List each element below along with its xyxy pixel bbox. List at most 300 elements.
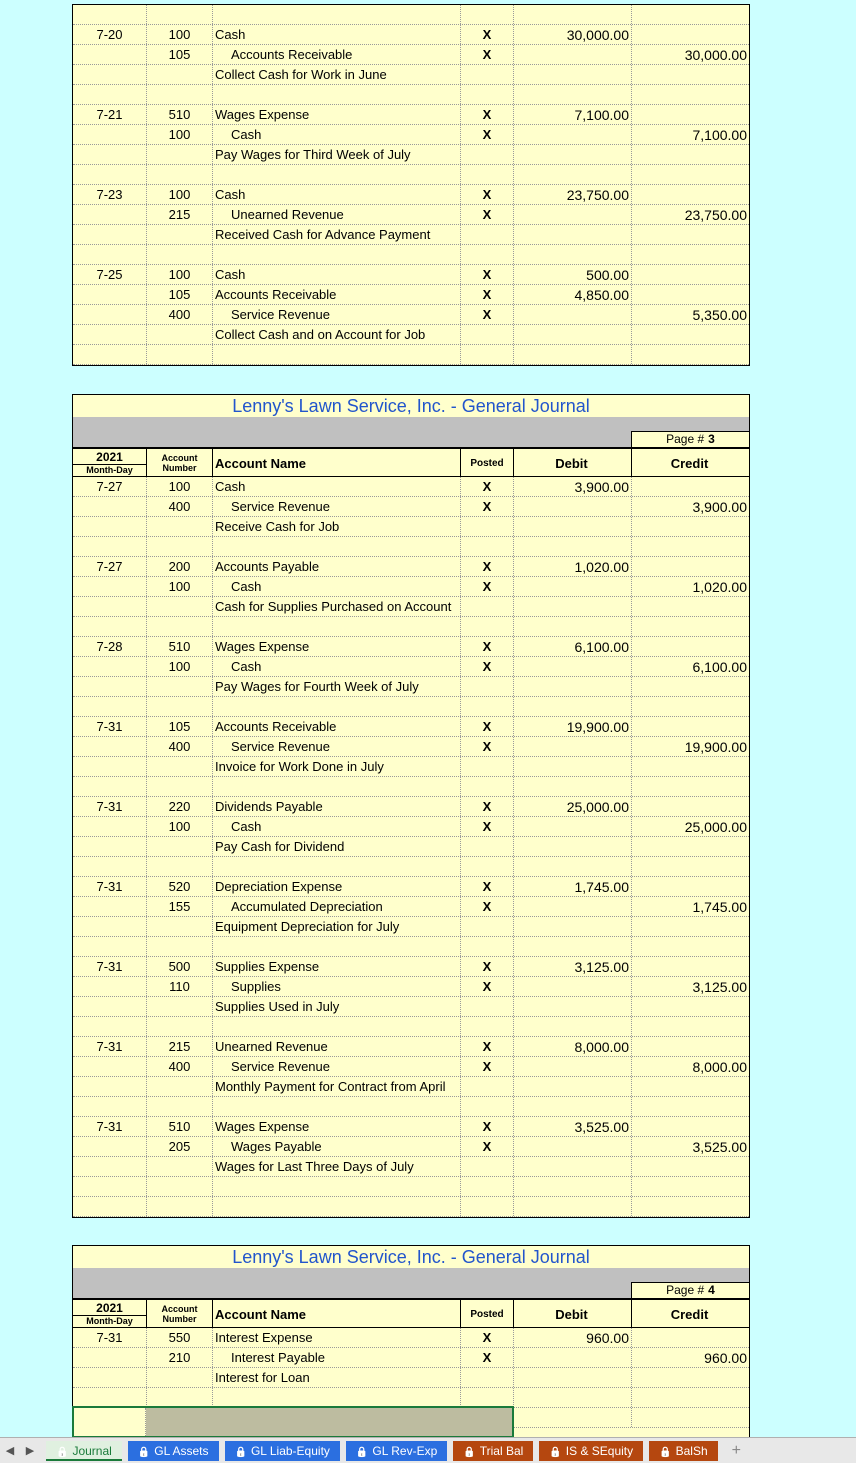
account-name-cell[interactable] [213,1408,461,1427]
posted-cell[interactable] [461,757,514,776]
date-cell[interactable] [73,345,147,364]
account-number-cell[interactable]: 100 [147,477,213,496]
account-name-cell[interactable]: Supplies Expense [213,957,461,976]
debit-cell[interactable] [514,1177,632,1196]
debit-cell[interactable] [514,1348,632,1367]
posted-cell[interactable] [461,617,514,636]
account-number-cell[interactable]: 105 [147,717,213,736]
account-number-cell[interactable] [147,917,213,936]
account-name-cell[interactable] [213,617,461,636]
account-number-cell[interactable]: 100 [147,817,213,836]
account-number-cell[interactable] [147,1388,213,1407]
debit-cell[interactable]: 3,125.00 [514,957,632,976]
account-number-cell[interactable]: 110 [147,977,213,996]
debit-cell[interactable]: 4,850.00 [514,285,632,304]
debit-cell[interactable]: 1,020.00 [514,557,632,576]
account-name-cell[interactable]: Accounts Receivable [213,285,461,304]
credit-cell[interactable]: 30,000.00 [684,47,747,63]
credit-cell[interactable] [632,857,749,876]
date-cell[interactable]: 7-27 [73,557,147,576]
credit-cell[interactable] [632,265,749,284]
debit-cell[interactable] [514,345,632,364]
credit-cell[interactable] [632,697,749,716]
debit-cell[interactable]: 6,100.00 [514,637,632,656]
date-cell[interactable] [73,65,147,84]
posted-cell[interactable] [461,937,514,956]
posted-cell[interactable] [461,1388,514,1407]
date-cell[interactable] [73,537,147,556]
date-cell[interactable] [73,697,147,716]
posted-cell[interactable]: X [461,897,514,916]
debit-cell[interactable] [514,777,632,796]
credit-cell[interactable]: 7,100.00 [692,127,747,143]
credit-cell[interactable] [632,1177,749,1196]
debit-cell[interactable] [514,497,632,516]
account-name-cell[interactable]: Cash [213,125,461,144]
debit-cell[interactable]: 25,000.00 [514,797,632,816]
account-number-cell[interactable] [147,1368,213,1387]
posted-cell[interactable]: X [461,497,514,516]
account-name-cell[interactable]: Cash [213,185,461,204]
account-number-cell[interactable] [147,617,213,636]
account-name-cell[interactable] [213,1388,461,1407]
sheet-tab-journal[interactable] [46,1441,122,1461]
account-number-cell[interactable] [147,65,213,84]
debit-cell[interactable]: 960.00 [514,1328,632,1347]
debit-cell[interactable] [514,245,632,264]
next-sheet-icon[interactable]: ▶ [25,1445,35,1457]
credit-cell[interactable] [632,917,749,936]
date-cell[interactable] [73,897,147,916]
date-cell[interactable] [73,757,147,776]
credit-cell[interactable] [632,557,749,576]
account-number-cell[interactable] [147,777,213,796]
account-number-cell[interactable] [147,225,213,244]
account-name-cell[interactable]: Accounts Receivable [213,717,461,736]
posted-cell[interactable]: X [461,657,514,676]
debit-cell[interactable] [514,517,632,536]
debit-cell[interactable] [514,937,632,956]
account-name-cell[interactable] [213,537,461,556]
credit-cell[interactable] [632,537,749,556]
account-name-cell[interactable] [213,697,461,716]
credit-cell[interactable] [632,877,749,896]
account-name-cell[interactable] [213,245,461,264]
date-cell[interactable] [73,617,147,636]
debit-cell[interactable] [514,1197,632,1216]
credit-cell[interactable] [632,85,749,104]
credit-cell[interactable] [632,25,749,44]
credit-cell[interactable] [632,325,749,344]
posted-cell[interactable]: X [461,977,514,996]
credit-cell[interactable] [632,517,749,536]
credit-cell[interactable] [632,1017,749,1036]
debit-cell[interactable] [514,305,632,324]
debit-cell[interactable]: 3,900.00 [514,477,632,496]
account-name-cell[interactable] [213,777,461,796]
date-cell[interactable]: 7-31 [73,1117,147,1136]
debit-cell[interactable] [514,997,632,1016]
account-number-cell[interactable]: 400 [147,737,213,756]
credit-cell[interactable]: 960.00 [704,1350,747,1366]
posted-cell[interactable]: X [461,637,514,656]
debit-cell[interactable]: 7,100.00 [514,105,632,124]
account-number-cell[interactable]: 100 [147,185,213,204]
account-name-cell[interactable]: Invoice for Work Done in July [213,757,461,776]
posted-cell[interactable] [461,917,514,936]
posted-cell[interactable] [461,1368,514,1387]
account-number-cell[interactable]: 400 [147,1057,213,1076]
date-cell[interactable] [73,165,147,184]
date-cell[interactable] [73,1097,147,1116]
account-number-cell[interactable]: 210 [147,1348,213,1367]
account-number-cell[interactable] [147,345,213,364]
sheet-tab-gl-rev-exp[interactable] [346,1441,447,1461]
account-name-cell[interactable]: Wages Expense [213,1117,461,1136]
posted-cell[interactable]: X [461,797,514,816]
account-name-cell[interactable]: Service Revenue [213,305,461,324]
account-name-cell[interactable]: Interest Expense [213,1328,461,1347]
debit-cell[interactable] [514,1388,632,1407]
account-number-cell[interactable] [147,1177,213,1196]
account-name-cell[interactable]: Interest Payable [213,1348,461,1367]
debit-cell[interactable] [514,1017,632,1036]
posted-cell[interactable] [461,325,514,344]
credit-cell[interactable]: 19,900.00 [684,739,747,755]
account-name-cell[interactable]: Cash [213,817,461,836]
account-number-cell[interactable]: 105 [147,285,213,304]
posted-cell[interactable] [461,1097,514,1116]
account-number-cell[interactable]: 100 [147,125,213,144]
account-name-cell[interactable] [213,1017,461,1036]
credit-cell[interactable] [632,345,749,364]
account-number-cell[interactable]: 520 [147,877,213,896]
credit-cell[interactable] [632,185,749,204]
credit-cell[interactable] [632,1117,749,1136]
sheet-tab-balsh[interactable] [649,1441,717,1461]
date-cell[interactable]: 7-20 [73,25,147,44]
debit-cell[interactable] [514,1157,632,1176]
credit-cell[interactable] [632,937,749,956]
account-number-cell[interactable] [147,85,213,104]
debit-cell[interactable] [514,737,632,756]
credit-cell[interactable] [632,997,749,1016]
account-number-cell[interactable] [147,1017,213,1036]
posted-cell[interactable]: X [461,125,514,144]
account-name-cell[interactable]: Wages Expense [213,105,461,124]
account-name-cell[interactable]: Unearned Revenue [213,1037,461,1056]
credit-cell[interactable]: 25,000.00 [684,819,747,835]
account-name-cell[interactable]: Pay Cash for Dividend [213,837,461,856]
account-name-cell[interactable] [213,857,461,876]
date-cell[interactable] [73,205,147,224]
debit-cell[interactable] [514,1368,632,1387]
posted-cell[interactable] [461,677,514,696]
debit-cell[interactable] [514,897,632,916]
posted-cell[interactable]: X [461,557,514,576]
account-number-cell[interactable]: 105 [147,45,213,64]
account-name-cell[interactable]: Cash [213,657,461,676]
debit-cell[interactable] [514,817,632,836]
account-number-cell[interactable] [147,537,213,556]
posted-cell[interactable]: X [461,1137,514,1156]
posted-cell[interactable]: X [461,957,514,976]
date-cell[interactable] [73,837,147,856]
debit-cell[interactable]: 500.00 [514,265,632,284]
account-name-cell[interactable]: Equipment Depreciation for July [213,917,461,936]
posted-cell[interactable] [461,225,514,244]
debit-cell[interactable] [514,125,632,144]
debit-cell[interactable] [514,1077,632,1096]
account-name-cell[interactable]: Wages Expense [213,637,461,656]
credit-cell[interactable] [632,105,749,124]
debit-cell[interactable] [514,757,632,776]
sheet-tab-gl-liab-equity[interactable] [225,1441,340,1461]
credit-cell[interactable] [632,617,749,636]
date-cell[interactable] [73,245,147,264]
date-cell[interactable] [73,817,147,836]
date-cell[interactable]: 7-31 [73,797,147,816]
account-name-cell[interactable]: Cash [213,477,461,496]
credit-cell[interactable] [632,1037,749,1056]
account-name-cell[interactable]: Supplies Used in July [213,997,461,1016]
account-name-cell[interactable] [213,345,461,364]
debit-cell[interactable]: 8,000.00 [514,1037,632,1056]
debit-cell[interactable] [514,325,632,344]
account-name-cell[interactable] [213,1097,461,1116]
add-sheet-icon[interactable]: + [731,1441,741,1459]
debit-cell[interactable] [514,85,632,104]
debit-cell[interactable]: 23,750.00 [514,185,632,204]
credit-cell[interactable] [632,1368,749,1387]
debit-cell[interactable] [514,145,632,164]
date-cell[interactable] [73,997,147,1016]
credit-cell[interactable] [632,225,749,244]
date-cell[interactable] [73,125,147,144]
account-name-cell[interactable] [213,165,461,184]
debit-cell[interactable] [514,1057,632,1076]
date-cell[interactable] [73,145,147,164]
account-name-cell[interactable]: Pay Wages for Third Week of July [213,145,461,164]
debit-cell[interactable]: 19,900.00 [514,717,632,736]
account-number-cell[interactable] [147,1077,213,1096]
posted-cell[interactable]: X [461,817,514,836]
account-name-cell[interactable]: Monthly Payment for Contract from April [213,1077,461,1096]
credit-cell[interactable] [632,1388,749,1407]
posted-cell[interactable]: X [461,577,514,596]
account-name-cell[interactable]: Received Cash for Advance Payment [213,225,461,244]
date-cell[interactable] [73,517,147,536]
credit-cell[interactable]: 3,525.00 [692,1139,747,1155]
debit-cell[interactable] [514,225,632,244]
date-cell[interactable] [73,45,147,64]
debit-cell[interactable]: 3,525.00 [514,1117,632,1136]
debit-cell[interactable] [514,917,632,936]
debit-cell[interactable] [514,165,632,184]
account-name-cell[interactable] [213,937,461,956]
account-number-cell[interactable] [147,1097,213,1116]
date-cell[interactable]: 7-31 [73,1037,147,1056]
credit-cell[interactable] [632,1097,749,1116]
posted-cell[interactable]: X [461,205,514,224]
account-name-cell[interactable]: Collect Cash and on Account for Job [213,325,461,344]
debit-cell[interactable] [514,677,632,696]
date-cell[interactable]: 7-27 [73,477,147,496]
account-name-cell[interactable]: Service Revenue [213,497,461,516]
date-cell[interactable] [73,777,147,796]
credit-cell[interactable]: 23,750.00 [684,207,747,223]
date-cell[interactable] [73,577,147,596]
sheet-tab-is-sequity[interactable] [539,1441,643,1461]
debit-cell[interactable]: 30,000.00 [514,25,632,44]
date-cell[interactable] [73,85,147,104]
account-name-cell[interactable]: Wages for Last Three Days of July [213,1157,461,1176]
credit-cell[interactable] [632,797,749,816]
debit-cell[interactable]: 1,745.00 [514,877,632,896]
credit-cell[interactable] [632,637,749,656]
date-cell[interactable]: 7-31 [73,877,147,896]
posted-cell[interactable] [461,65,514,84]
debit-cell[interactable] [514,697,632,716]
credit-cell[interactable] [632,65,749,84]
credit-cell[interactable] [632,165,749,184]
account-name-cell[interactable]: Accounts Payable [213,557,461,576]
posted-cell[interactable]: X [461,25,514,44]
debit-cell[interactable] [514,537,632,556]
date-cell[interactable] [73,1368,147,1387]
date-cell[interactable] [73,657,147,676]
account-number-cell[interactable]: 100 [147,657,213,676]
date-cell[interactable] [73,737,147,756]
account-number-cell[interactable]: 400 [147,305,213,324]
date-cell[interactable]: 7-31 [73,957,147,976]
posted-cell[interactable]: X [461,737,514,756]
credit-cell[interactable] [632,1077,749,1096]
date-cell[interactable] [73,937,147,956]
account-number-cell[interactable] [147,937,213,956]
posted-cell[interactable]: X [461,877,514,896]
debit-cell[interactable] [514,977,632,996]
credit-cell[interactable]: 5,350.00 [692,307,747,323]
posted-cell[interactable] [461,1017,514,1036]
posted-cell[interactable]: X [461,185,514,204]
account-name-cell[interactable]: Cash for Supplies Purchased on Account [213,597,461,616]
credit-cell[interactable]: 1,020.00 [692,579,747,595]
account-name-cell[interactable]: Collect Cash for Work in June [213,65,461,84]
posted-cell[interactable] [461,697,514,716]
account-number-cell[interactable]: 510 [147,105,213,124]
date-cell[interactable] [73,1348,147,1367]
posted-cell[interactable]: X [461,1117,514,1136]
account-number-cell[interactable]: 100 [147,577,213,596]
date-cell[interactable] [73,1408,147,1427]
date-cell[interactable]: 7-31 [73,717,147,736]
credit-cell[interactable]: 3,125.00 [692,979,747,995]
account-name-cell[interactable]: Depreciation Expense [213,877,461,896]
account-number-cell[interactable]: 155 [147,897,213,916]
debit-cell[interactable] [514,837,632,856]
posted-cell[interactable] [461,997,514,1016]
account-number-cell[interactable] [147,997,213,1016]
credit-cell[interactable] [632,477,749,496]
debit-cell[interactable] [514,205,632,224]
account-number-cell[interactable] [147,325,213,344]
account-number-cell[interactable]: 500 [147,957,213,976]
posted-cell[interactable] [461,537,514,556]
credit-cell[interactable] [632,957,749,976]
account-name-cell[interactable]: Accounts Receivable [213,45,461,64]
date-cell[interactable] [73,917,147,936]
debit-cell[interactable] [514,1137,632,1156]
credit-cell[interactable] [632,677,749,696]
posted-cell[interactable]: X [461,285,514,304]
account-number-cell[interactable]: 550 [147,1328,213,1347]
posted-cell[interactable] [461,1077,514,1096]
debit-cell[interactable] [514,657,632,676]
sheet-tab-gl-assets[interactable] [128,1441,219,1461]
account-number-cell[interactable]: 215 [147,1037,213,1056]
account-name-cell[interactable]: Wages Payable [213,1137,461,1156]
credit-cell[interactable] [632,285,749,304]
credit-cell[interactable]: 6,100.00 [692,659,747,675]
account-number-cell[interactable] [147,145,213,164]
credit-cell[interactable]: 1,745.00 [692,899,747,915]
account-number-cell[interactable]: 220 [147,797,213,816]
debit-cell[interactable] [514,1408,632,1427]
posted-cell[interactable] [461,85,514,104]
posted-cell[interactable]: X [461,1348,514,1367]
account-number-cell[interactable] [147,857,213,876]
date-cell[interactable] [73,1017,147,1036]
posted-cell[interactable]: X [461,717,514,736]
date-cell[interactable]: 7-31 [73,1328,147,1347]
posted-cell[interactable]: X [461,105,514,124]
debit-cell[interactable] [514,617,632,636]
debit-cell[interactable] [514,597,632,616]
credit-cell[interactable] [632,1197,749,1216]
credit-cell[interactable] [632,145,749,164]
account-number-cell[interactable]: 100 [147,265,213,284]
posted-cell[interactable] [461,1408,514,1427]
account-name-cell[interactable] [213,1177,461,1196]
date-cell[interactable] [73,325,147,344]
credit-cell[interactable]: 3,900.00 [692,499,747,515]
posted-cell[interactable] [461,345,514,364]
date-cell[interactable] [73,1388,147,1407]
account-name-cell[interactable]: Cash [213,577,461,596]
debit-cell[interactable] [514,857,632,876]
credit-cell[interactable] [632,777,749,796]
posted-cell[interactable]: X [461,1037,514,1056]
credit-cell[interactable] [632,1157,749,1176]
posted-cell[interactable] [461,597,514,616]
account-number-cell[interactable]: 205 [147,1137,213,1156]
account-name-cell[interactable]: Cash [213,265,461,284]
posted-cell[interactable] [461,1177,514,1196]
account-number-cell[interactable] [147,517,213,536]
date-cell[interactable] [73,497,147,516]
account-number-cell[interactable] [147,1197,213,1216]
posted-cell[interactable]: X [461,45,514,64]
sheet-tab-trial-bal[interactable] [453,1441,533,1461]
date-cell[interactable] [73,1177,147,1196]
date-cell[interactable] [73,677,147,696]
credit-cell[interactable] [632,717,749,736]
debit-cell[interactable] [514,577,632,596]
posted-cell[interactable] [461,165,514,184]
debit-cell[interactable] [514,45,632,64]
account-number-cell[interactable] [147,165,213,184]
